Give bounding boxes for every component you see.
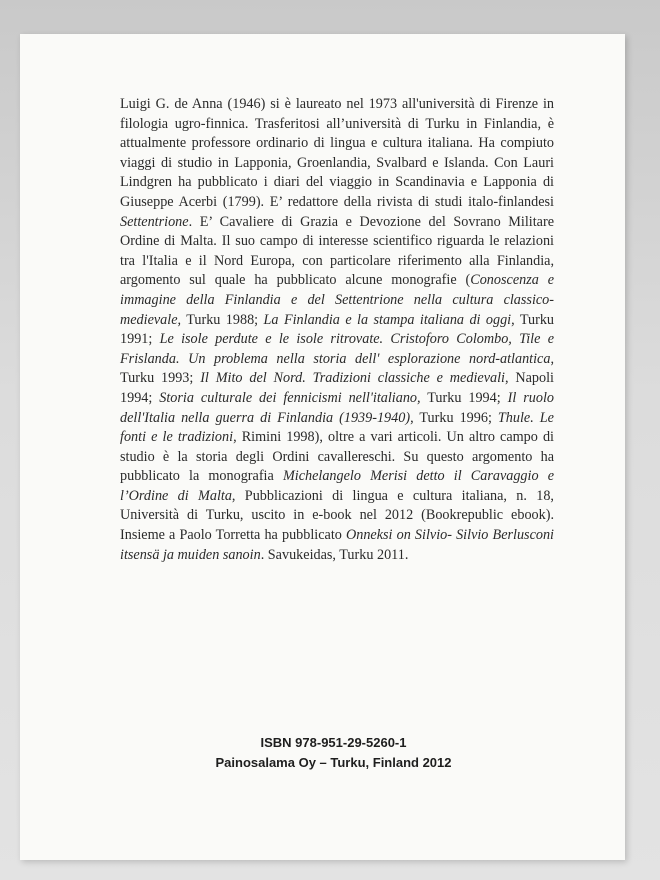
bio-segment: , Turku 1993; [120, 350, 554, 387]
bio-segment: Luigi G. de Anna (1946) si è laureato nel 1973 all'università di Firenze in filologia ugro-finnica. Trasferitosi all’università di Turku in Finlandia, è attualmente professore ordinario di lingua e cultura italiana. Ha compiuto viaggi di studio in Lapponia, Groenlandia, Svalbard e Islanda. Con Lauri Lindgren ha pubblicato i diari del viaggio in Scandinavia e Lapponia di Giuseppe Acerbi (1799). E’ redattore della rivista di studi italo-finlandesi [120, 96, 554, 210]
bio-segment: , Pubblicazioni di lingua e cultura italiana, n. 18, Università di Turku, uscito in e-book nel 2012 (Bookrepublic ebook). Insieme a Paolo Torretta ha pubblicato [120, 487, 554, 544]
bio-segment: , Rimini 1998), oltre a vari articoli. Un altro campo di studio è la storia degli Ordini cavallereschi. Su questo argomento ha pubblicato la monografia [120, 429, 555, 485]
bio-segment: , Napoli 1994; [120, 370, 554, 406]
bio-segment-italic: Thule. Le fonti e le tradizioni [120, 409, 554, 446]
bio-segment-italic: Conoscenza e immagine della Finlandia e del Settentrione nella cultura classico-medievale, [120, 272, 554, 328]
publisher-line: Painosalama Oy – Turku, Finland 2012 [215, 755, 452, 770]
bio-segment-italic: La Finlandia e la stampa italiana di oggi [263, 311, 512, 328]
bio-segment-italic: Michelangelo Merisi detto il Caravaggio e l’Ordine di Malta [120, 468, 554, 504]
bio-segment-italic: Settentrione [120, 213, 189, 230]
bio-segment: Turku 1988; [181, 311, 264, 328]
isbn-line: ISBN 978-951-29-5260-1 [260, 735, 407, 750]
bio-segment-italic: Le isole perdute e le isole ritrovate. Cristoforo Colombo, Tile e Frislanda. Un problema nella storia dell' esplorazione nord-atlantica [120, 331, 554, 367]
bio-segment-italic: Il Mito del Nord. Tradizioni classiche e medievali [200, 370, 505, 387]
bio-segment-italic: Storia culturale dei fennicismi nell'italiano, [159, 389, 421, 406]
bio-segment: . E’ Cavaliere di Grazia e Devozione del Sovrano Militare Ordine di Malta. Il suo campo di interesse scientifico riguarda le relazioni tra l'Italia e il Nord Europa, con particolare riferimento alla Finlandia, argomento sul quale ha pubblicato alcune monografie ( [120, 213, 554, 289]
bio-segment: , Turku 1996; [410, 409, 498, 426]
bio-segment-italic: Il ruolo dell'Italia nella guerra di Finlandia (1939-1940) [120, 389, 554, 426]
bio-segment: . Savukeidas, Turku 2011. [260, 546, 409, 563]
bio-segment: Turku 1994; [420, 389, 508, 406]
bio-segment-italic: Onneksi on Silvio- Silvio Berlusconi itsensä ja muiden sanoin [120, 527, 554, 563]
imprint-block [20, 733, 625, 773]
bio-segment: , Turku 1991; [120, 311, 555, 348]
author-biography [120, 95, 554, 565]
